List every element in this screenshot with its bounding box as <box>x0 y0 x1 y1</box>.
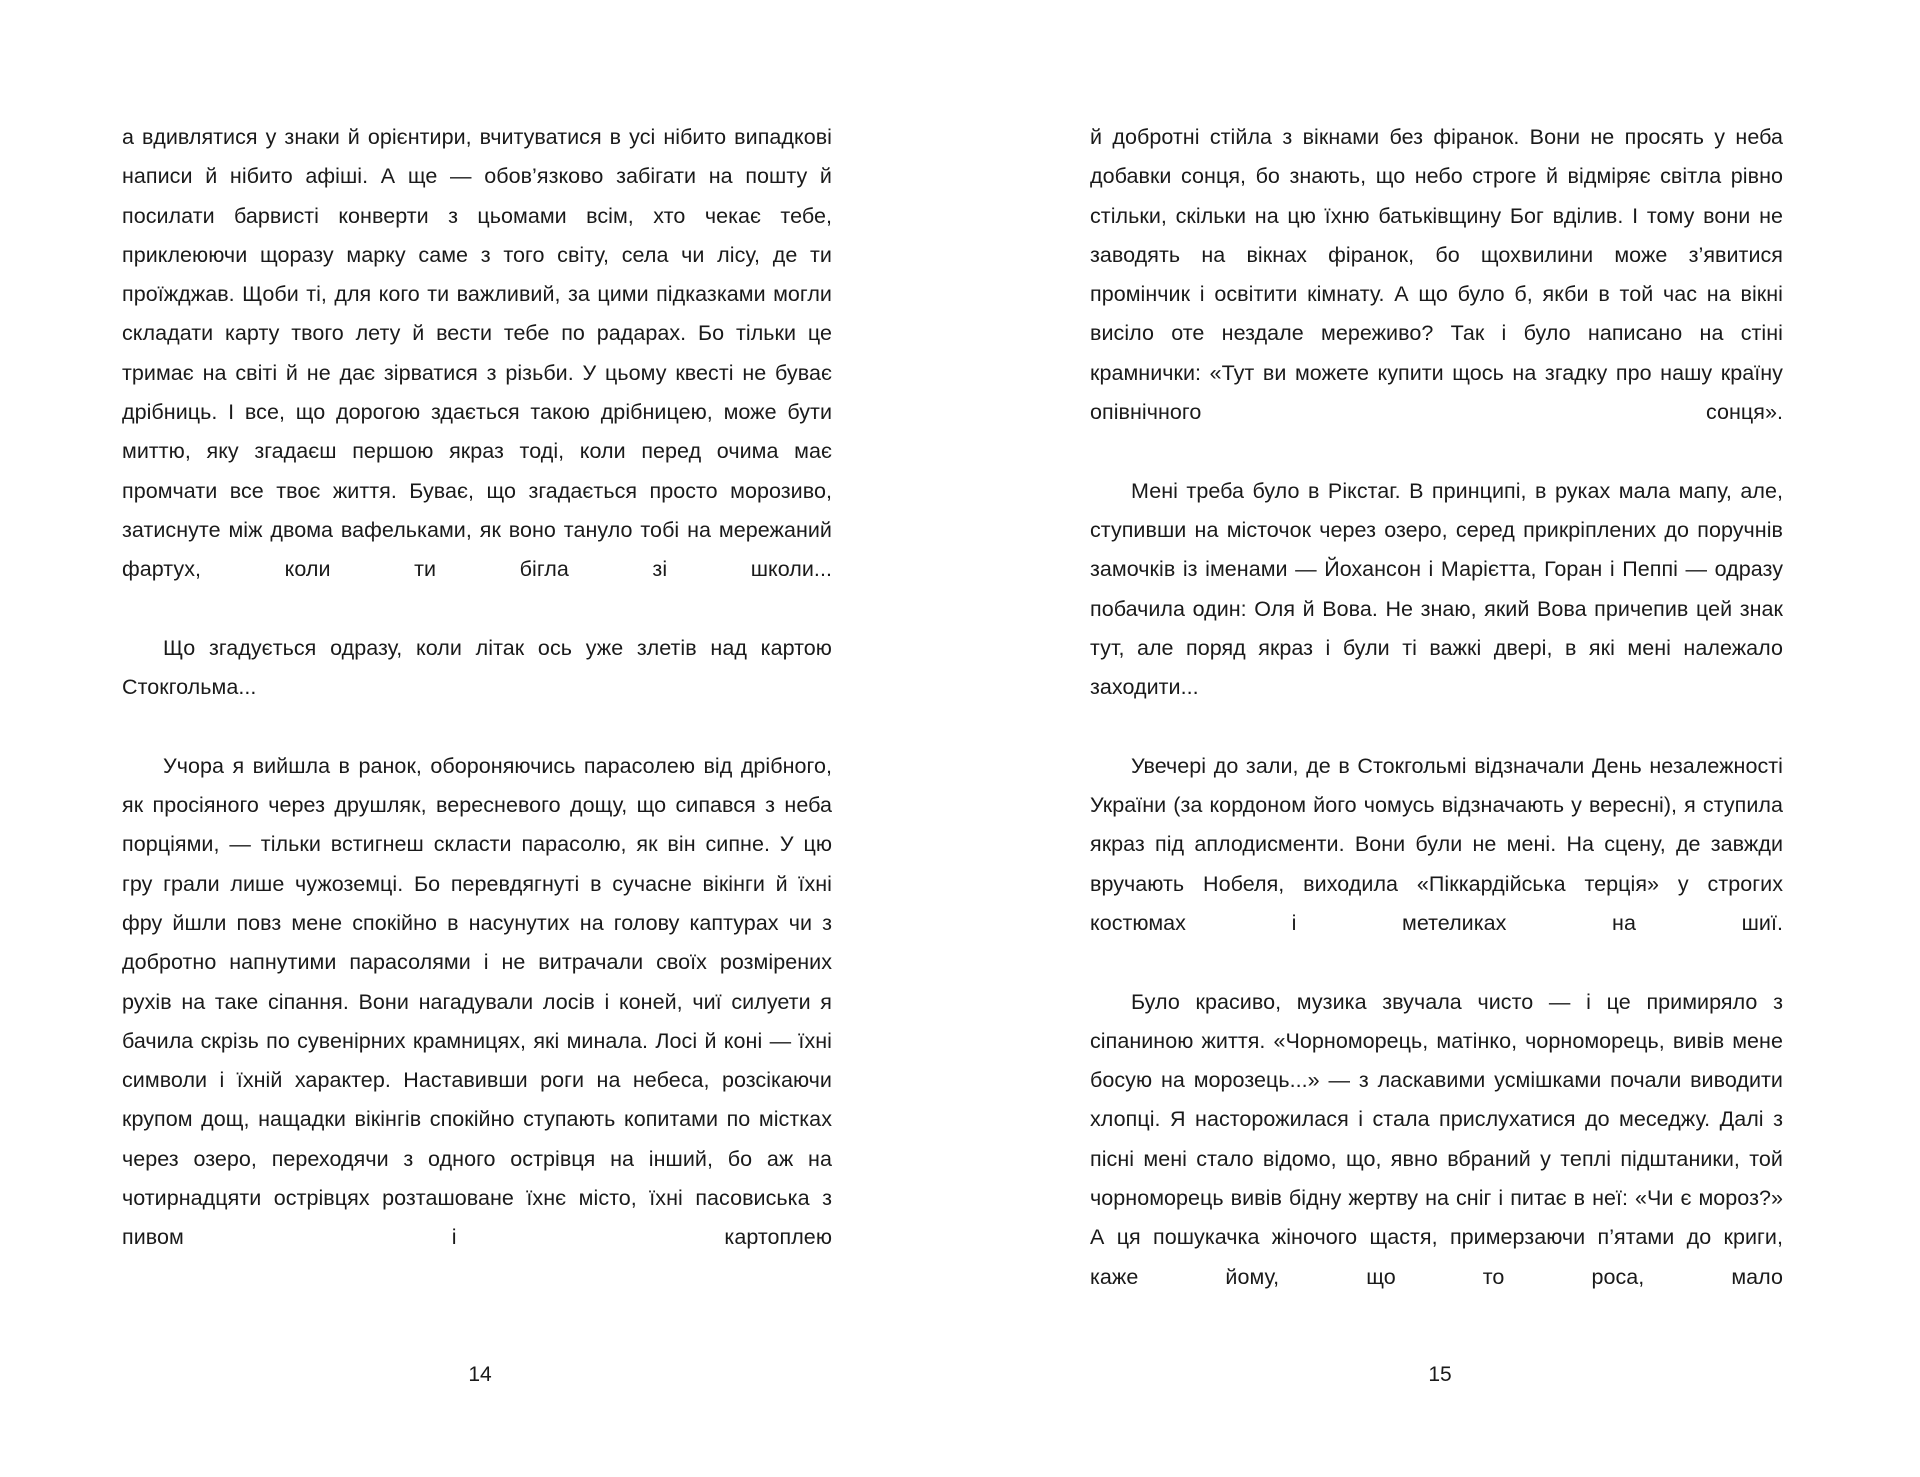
page-number-right: 15 <box>1428 1363 1452 1386</box>
page-left <box>0 118 960 1477</box>
paragraph: а вдивлятися у знаки й орієнтири, вчитуватися в усі нібито випадкові написи й нібито афіші. А ще — обов’язково забігати на пошту й посилати барвисті конверти з цьомами всім, хто чекає тебе, приклеюючи щоразу марку саме з того світу, села чи лісу, де ти проїжджав. Щоби ті, для кого ти важливий, за цими підказками могли складати карту твого лету й вести тебе по радарах. Бо тільки це тримає на світі й не дає зірватися з різьби. У цьому квесті не буває дрібниць. І все, що дорогою здається такою дрібницею, може бути миттю, яку згадаєш першою якраз тоді, коли перед очима має промчати все твоє життя. Буває, що згадається просто морозиво, затиснуте між двома вафельками, як воно тануло тобі на мережаний фартух, коли ти бігла зі школи... <box>122 125 832 582</box>
paragraph: Мені треба було в Рікстаг. В принципі, в руках мала мапу, але, ступивши на місточок через озеро, серед прикріплених до поручнів замочків із іменами — Йохансон і Марієтта, Горан і Пеппі — одразу побачила один: Оля й Вова. Не знаю, який Вова причепив цей знак тут, але поряд якраз і були ті важкі двері, в які мені належало заходити... <box>1090 478 1783 700</box>
paragraph: Що згадується одразу, коли літак ось уже злетів над картою Стокгольма... <box>122 635 832 700</box>
paragraph: й добротні стійла з вікнами без фіранок. Вони не просять у неба добавки сонця, бо знають, що небо строге й відміряє світла рівно стільки, скільки на цю їхню батьківщину Бог вділив. І тому вони не заводять на вікнах фіранок, бо щохвилини може з’явитися промінчик і освітити кімнату. А що було б, якби в той час на вікні висіло оте нездале мереживо? Так і було написано на стіні крамнички: «Тут ви можете купити щось на згадку про нашу країну опівнічного сонця». <box>1090 125 1783 425</box>
paragraph: Було красиво, музика звучала чисто — і це примиряло з сіпаниною життя. «Чорноморець, матінко, чорноморець, вивів мене босую на морозець...» — з ласкавими усмішками почали виводити хлопці. Я насторожилася і стала прислухатися до меседжу. Далі з пісні мені стало відомо, що, явно вбраний у теплі підштаники, той чорноморець вивів бідну жертву на сніг і питає в неї: «Чи є мороз?» А ця пошукачка жіночого щастя, примерзаючи п’ятами до криги, каже йому, що то роса, мало <box>1090 989 1783 1289</box>
page-right-textblock <box>1090 118 1783 1336</box>
page-left-textblock <box>122 118 832 1297</box>
page-right <box>960 118 1920 1477</box>
page-number-left: 14 <box>468 1363 492 1386</box>
paragraph: Увечері до зали, де в Стокгольмі відзначали День незалежності України (за кордоном його чомусь відзначають у вересні), я ступила якраз під аплодисменти. Вони були не мені. На сцену, де завжди вручають Нобеля, виходила «Піккардійська терція» у строгих костюмах і метеликах на шиї. <box>1090 753 1783 935</box>
paragraph: Учора я вийшла в ранок, обороняючись парасолею від дрібного, як просіяного через друшляк, вересневого дощу, що сипався з неба порціями, — тільки встигнеш скласти парасолю, як він сипне. У цю гру грали лише чужоземці. Бо перевдягнуті в сучасне вікінги й їхні фру йшли повз мене спокійно в насунутих на голову каптурах чи з добротно напнутими парасолями і не витрачали своїх розмірених рухів на таке сіпання. Вони нагадували лосів і коней, чиї силуети я бачила скрізь по сувенірних крамницях, які минала. Лосі й коні — їхні символи і їхній характер. Наставивши роги на небеса, розсікаючи крупом дощ, нащадки вікінгів спокійно ступають копитами по містках через озеро, переходячи з одного острівця на інший, бо аж на чотирнадцяти острівцях розташоване їхнє місто, їхні пасовиська з пивом і картоплею <box>122 753 832 1250</box>
